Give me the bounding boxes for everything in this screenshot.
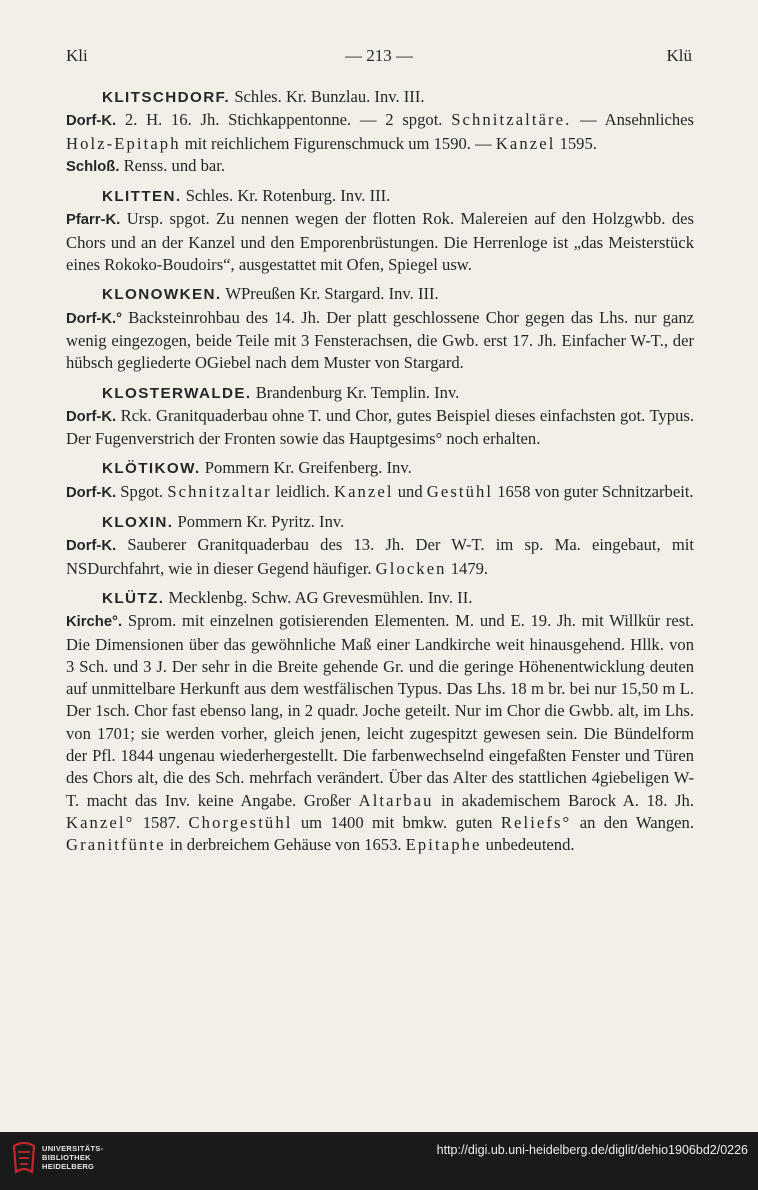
spaced-term: Granitfünte: [66, 835, 166, 855]
text-run: in derbreichem Gehäuse von 1653.: [165, 835, 406, 855]
text-run: mit reichlichem Figurenschmuck um 1590. —: [180, 133, 496, 153]
text-run: WPreußen Kr. Stargard. Inv. III.: [221, 284, 439, 304]
building-label: Pfarr-K.: [66, 212, 121, 229]
text-run: Schles. Kr. Bunzlau. Inv. III.: [230, 87, 425, 106]
running-header: [66, 46, 692, 68]
place-name: KLOXIN.: [102, 514, 174, 532]
library-name: UNIVERSITÄTS- BIBLIOTHEK HEIDELBERG: [42, 1144, 104, 1171]
text-run: Schles. Kr. Rotenburg. Inv. III.: [181, 186, 391, 206]
building-label: Schloß.: [66, 158, 120, 175]
building-label: Kirche°.: [66, 614, 123, 631]
text-run: Backsteinrohbau des 14. Jh. Der platt geschlossene Chor gegen das Lhs. nur ganz wenig eingezogen, beide Teile mit 3 Fensterachsen, die Gwb. erst 17. Jh. Einfacher W-T., der hübsch gegliederte OGiebel nach dem Muster von Stargard.: [66, 307, 694, 373]
entry: [66, 283, 694, 374]
text-run: Spgot.: [116, 481, 168, 501]
text-run: — Ansehnliches: [571, 110, 694, 130]
place-name: KLITTEN.: [102, 188, 182, 206]
text-run: Brandenburg Kr. Templin. Inv.: [251, 382, 460, 402]
building-label: Dorf-K.°: [66, 310, 123, 327]
text-run: 1595.: [555, 133, 597, 153]
spaced-term: Holz-Epitaph: [66, 133, 181, 153]
text-run: Pommern Kr. Greifenberg. Inv.: [200, 458, 412, 478]
text-run: und: [393, 481, 427, 501]
entry-subparagraph: [66, 155, 694, 178]
place-name: KLONOWKEN.: [102, 286, 222, 304]
place-name: KLÜTZ.: [102, 589, 165, 607]
university-library-logo: [12, 1142, 36, 1174]
text-run: 2. H. 16. Jh. Stichkappentonne. — 2 spgot.: [116, 110, 452, 130]
header-right: Klü: [666, 46, 692, 65]
spaced-term: Reliefs°: [500, 812, 572, 832]
place-name: KLÖTIKOW.: [102, 460, 201, 478]
spaced-term: Glocken: [375, 558, 447, 578]
text-run: in akademischem Barock A. 18. Jh.: [433, 790, 694, 810]
text-run: 1587.: [134, 812, 189, 832]
text-run: um 1400 mit bmkw. guten: [292, 812, 501, 832]
text-run: an den Wangen.: [571, 812, 694, 832]
building-label: Dorf-K.: [66, 484, 117, 501]
text-run: leidlich.: [271, 481, 334, 501]
page-body: [66, 86, 694, 857]
footer-bar: [0, 1132, 758, 1190]
header-left: Kli: [66, 46, 88, 65]
text-run: Rck. Granitquaderbau ohne T. und Chor, gutes Beispiel dieses einfachsten got. Typus. Der Fugenverstrich der Fronten sowie das Hauptgesims° noch erhalten.: [66, 405, 694, 449]
place-name: KLOSTERWALDE.: [102, 384, 252, 402]
text-run: Renss. und bar.: [119, 155, 225, 175]
text-run: Sauberer Granitquaderbau des 13. Jh. Der W-T. im sp. Ma. eingebaut, mit NSDurchfahrt, wie in dieser Gegend häufiger.: [66, 535, 694, 578]
spaced-term: Kanzel°: [66, 812, 135, 832]
permalink[interactable]: http://digi.ub.uni-heidelberg.de/diglit/dehio1906bd2/0226: [436, 1143, 748, 1157]
spaced-term: Altarbau: [358, 790, 434, 810]
spaced-term: Gestühl: [426, 481, 494, 501]
entry: [66, 457, 694, 504]
text-run: Pommern Kr. Pyritz. Inv.: [173, 512, 345, 532]
spaced-term: Kanzel: [495, 133, 556, 153]
text-run: unbedeutend.: [481, 835, 575, 855]
entry: [66, 86, 694, 155]
text-run: Ursp. spgot. Zu nennen wegen der flotten Rok. Malereien auf den Holzgwbb. des Chors und an der Kanzel und den Emporenbrüstungen. Die Herrenloge ist „das Meisterstück eines Rokoko-Boudoirs“, ausgestattet mit Ofen, Spiegel usw.: [66, 209, 694, 275]
text-run: 1658 von guter Schnitzarbeit.: [493, 481, 694, 501]
text-run: Mecklenbg. Schw. AG Grevesmühlen. Inv. II.: [164, 587, 473, 607]
building-label: Dorf-K.: [66, 408, 117, 425]
entry: [66, 382, 694, 451]
spaced-term: Schnitzaltar: [167, 481, 272, 501]
text-run: Sprom. mit einzelnen gotisierenden Elementen. M. und E. 19. Jh. mit Willkür rest. Die Dimensionen über das gewöhnliche Maß einer Landkirche weit hinausgehend. Hllk. von 3 Sch. und 3 J. Der sehr in die Breite gehende Gr. und die geringe Höhenentwicklung deuten auf unmittelbare Herkunft aus dem westfälischen Typus. Das Lhs. 18 m br. bei nur 15,50 m L. Der 1sch. Chor fast ebenso lang, in 2 quadr. Joche geteilt. Nur im Chor die Gwbb. alt, im Lhs. von 1701; sie werden vorher, gleich jenen, leicht zugespitzt gewesen sein. Die Bündelform der Pfl. 1844 ungenau wiederhergestellt. Die farbenwechselnd eingefaßten Fenster und Türen des Chors alt, die des Sch. mehrfach verändert. Über das Alter des stattlichen 4giebeligen W-T. macht das Inv. keine Angabe. Großer: [66, 611, 694, 810]
entry: [66, 587, 694, 857]
spaced-term: Schnitzaltäre.: [451, 110, 572, 130]
building-label: Dorf-K.: [66, 113, 117, 130]
entry: [66, 511, 694, 580]
spaced-term: Epitaphe: [405, 835, 482, 855]
place-name: KLITSCHDORF.: [102, 89, 231, 106]
entry: [66, 185, 694, 276]
building-label: Dorf-K.: [66, 538, 117, 555]
spaced-term: Chorgestühl: [188, 812, 293, 832]
spaced-term: Kanzel: [334, 481, 394, 501]
page-number: — 213 —: [345, 46, 413, 65]
text-run: 1479.: [446, 558, 489, 578]
